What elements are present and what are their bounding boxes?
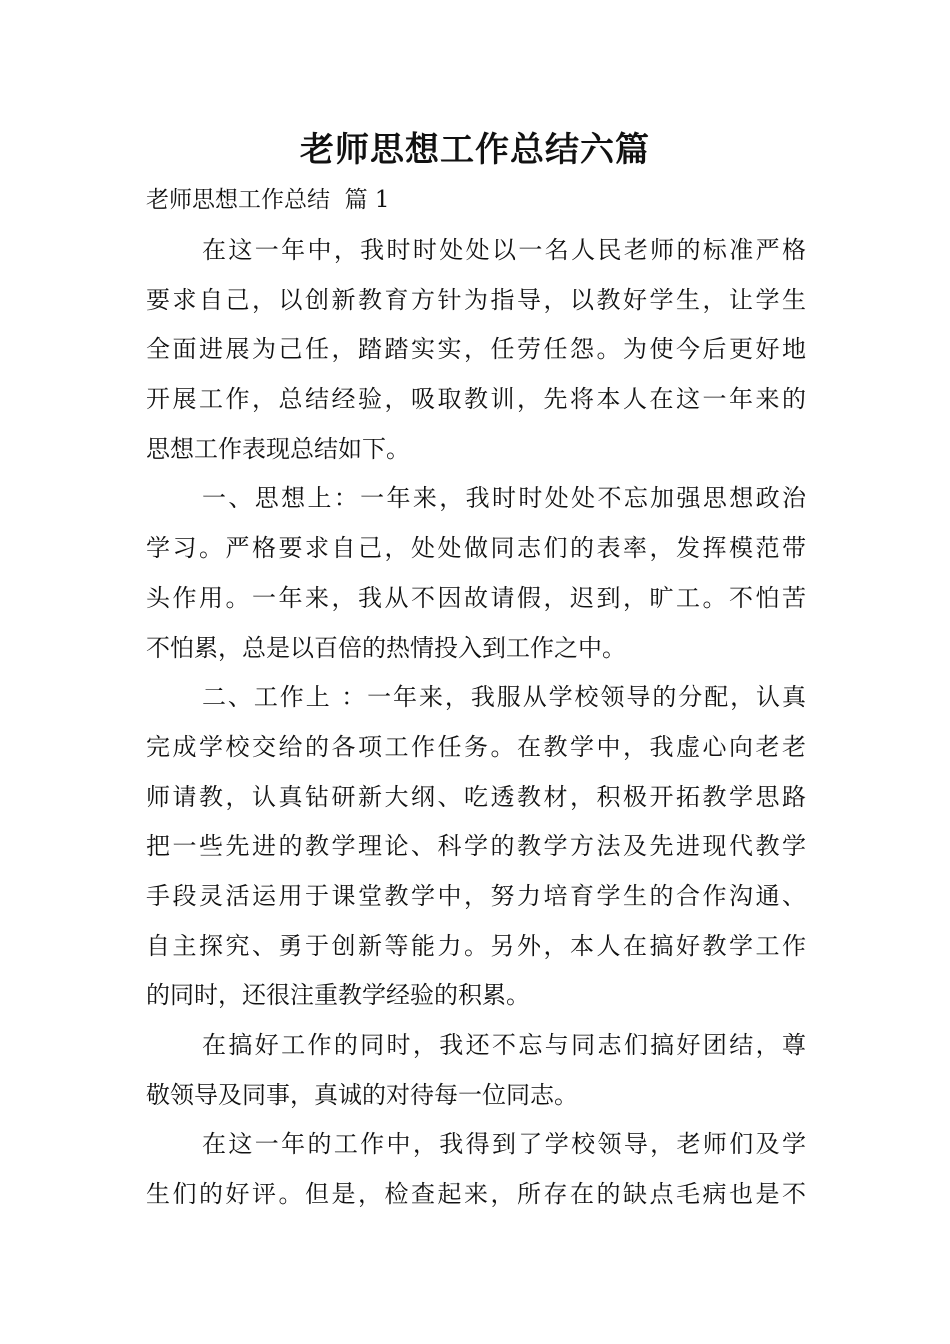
paragraph-line: 敬领导及同事，真诚的对待每一位同志。: [146, 1080, 578, 1109]
paragraph-line: 开展工作，总结经验，吸取教训，先将本人在这一年来的: [146, 385, 806, 414]
paragraph-line: 生们的好评。但是，检查起来，所存在的缺点毛病也是不: [146, 1180, 806, 1209]
paragraph-line: 完成学校交给的各项工作任务。在教学中，我虚心向老老: [146, 732, 806, 761]
paragraph-line: 在这一年中，我时时处处以一名人民老师的标准严格: [202, 236, 806, 264]
section-heading: 老师思想工作总结 篇 1: [146, 187, 390, 213]
paragraph-line: 学习。严格要求自己，处处做同志们的表率，发挥模范带: [146, 534, 806, 563]
paragraph-line: 在搞好工作的同时，我还不忘与同志们搞好团结，尊: [202, 1031, 806, 1059]
paragraph-line: 自主探究、勇于创新等能力。另外，本人在搞好教学工作: [146, 931, 806, 960]
paragraph-line: 手段灵活运用于课堂教学中，努力培育学生的合作沟通、: [146, 881, 806, 910]
paragraph-line: 不怕累，总是以百倍的热情投入到工作之中。: [146, 633, 626, 662]
paragraph-line: 要求自己，以创新教育方针为指导，以教好学生，让学生: [146, 285, 806, 314]
paragraph-line: 一、思想上：一年来，我时时处处不忘加强思想政治: [202, 484, 806, 513]
paragraph-line: 头作用。一年来，我从不因故请假，迟到，旷工。不怕苦: [146, 583, 806, 612]
document-body: [146, 226, 806, 1220]
paragraph-line: 的同时，还很注重教学经验的积累。: [146, 981, 530, 1010]
document-title: 老师思想工作总结六篇: [300, 130, 650, 170]
paragraph-line: 师请教，认真钻研新大纲、吃透教材，积极开拓教学思路: [146, 782, 806, 811]
paragraph-line: 把一些先进的教学理论、科学的教学方法及先进现代教学: [146, 832, 806, 861]
paragraph-line: 思想工作表现总结如下。: [146, 434, 410, 463]
paragraph-line: 在这一年的工作中，我得到了学校领导，老师们及学: [202, 1130, 806, 1159]
paragraph-line: 全面进展为己任，踏踏实实，任劳任怨。为使今后更好地: [146, 335, 806, 364]
paragraph-line: 二、工作上 ：一年来，我服从学校领导的分配，认真: [202, 683, 806, 712]
